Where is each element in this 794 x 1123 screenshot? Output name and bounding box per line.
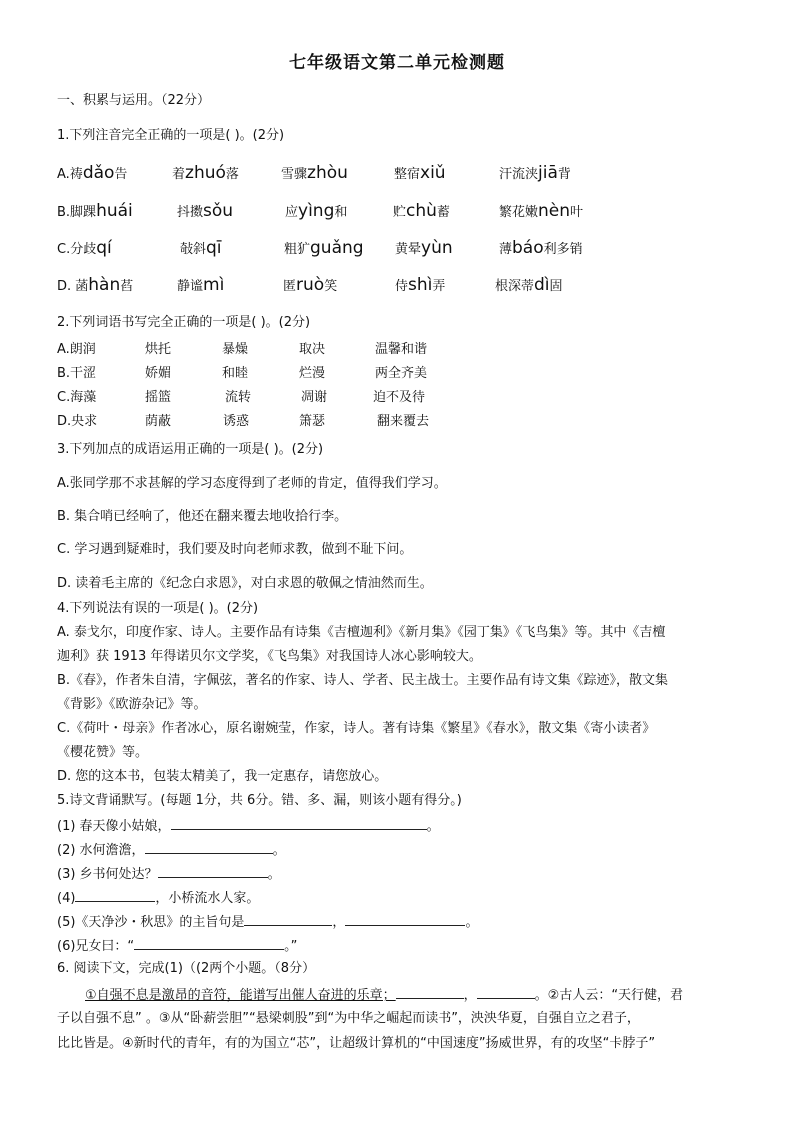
question-3-stem: 3.下列加点的成语运用正确的一项是( )。(2分) — [57, 442, 324, 457]
q4-line: A. 泰戈尔，印度作家、诗人。主要作品有诗集《吉檀迦利》《新月集》《园丁集》《飞鸟集》等。其中《吉檀 — [57, 625, 666, 640]
pinyin-item: 薄báo利多销 — [499, 238, 583, 258]
q3-option-b: B. 集合哨已经响了，他还在翻来覆去地收拾行李。 — [57, 509, 348, 524]
question-4-stem: 4.下列说法有误的一项是( )。(2分) — [57, 601, 259, 616]
pinyin-item: 敧斜qī — [180, 238, 222, 258]
pinyin-item: 应yìng和 — [285, 201, 348, 221]
q5-item-3: (3) 乡书何处达？ 。 — [57, 864, 281, 884]
section-heading: 一、积累与运用。（22分） — [57, 93, 211, 108]
q3-option-a: A.张同学那不求甚解的学习态度得到了老师的肯定，值得我们学习。 — [57, 476, 447, 491]
q3-option-d: D. 读着毛主席的《纪念白求恩》，对白求恩的敬佩之情油然而生。 — [57, 576, 433, 591]
q4-line: C.《荷叶・母亲》作者冰心，原名谢婉莹，作家，诗人。著有诗集《繁星》《春水》，散文集《寄小读者》 — [57, 721, 656, 736]
answer-blank[interactable] — [134, 936, 284, 950]
answer-blank[interactable] — [244, 912, 332, 926]
q4-line: 《樱花赞》等。 — [57, 745, 149, 760]
pinyin-item: 雪骤zhòu — [281, 163, 348, 183]
q4-line: 迦利》获 1913 年得诺贝尔文学奖，《飞鸟集》对我国诗人冰心影响较大。 — [57, 649, 482, 664]
q5-item-4: (4) ，小桥流水人家。 — [57, 888, 259, 908]
answer-blank[interactable] — [396, 985, 464, 999]
pinyin-item: 静谧mì — [177, 275, 225, 295]
answer-blank[interactable] — [171, 816, 427, 830]
pinyin-item: 贮chù蓄 — [393, 201, 450, 221]
pinyin-item: 抖擞sǒu — [177, 201, 234, 221]
q5-item-1: (1) 春天像小姑娘， 。 — [57, 816, 440, 836]
q6-passage-line-1: ①自强不息是激昂的音符，能谱写出催人奋进的乐章； ， 。②古人云：“天行健，君 — [85, 985, 683, 1005]
pinyin-item: D. 菡hàn萏 — [57, 275, 134, 295]
q4-line: 《背影》《欧游杂记》等。 — [57, 697, 207, 712]
pinyin-item: A.祷dǎo告 — [57, 163, 128, 183]
pinyin-item: 整宿xiǔ — [394, 163, 446, 183]
answer-blank[interactable] — [145, 840, 273, 854]
q6-passage-line-2: 子以自强不息” 。③从“卧薪尝胆”“悬梁刺股”到“为中华之崛起而读书”，泱泱华夏，自强自立之君子， — [57, 1011, 640, 1026]
q6-passage-line-3: 比比皆是。④新时代的青年，有的为国立“芯”，让超级计算机的“中国速度”扬威世界，有的攻坚“卡脖子” — [57, 1036, 656, 1051]
question-6-stem: 6. 阅读下文，完成(1)（(2两个小题。（8分） — [57, 961, 316, 976]
pinyin-item: 繁花嫩nèn叶 — [499, 201, 584, 221]
question-2-stem: 2.下列词语书写完全正确的一项是( )。(2分) — [57, 315, 311, 330]
pinyin-item: 匿ruò笑 — [283, 275, 338, 295]
pinyin-item: C.分歧qí — [57, 238, 112, 258]
question-1-stem: 1.下列注音完全正确的一项是( )。(2分) — [57, 128, 285, 143]
page-title: 七年级语文第二单元检测题 — [289, 53, 505, 73]
q4-line: B.《春》，作者朱自清，字佩弦，著名的作家、诗人、学者、民主战士。主要作品有诗文集《踪迹》，散文集 — [57, 673, 669, 688]
pinyin-item: B.脚踝huái — [57, 201, 133, 221]
answer-blank[interactable] — [345, 912, 465, 926]
q5-item-5: (5)《天净沙・秋思》的主旨句是 ， 。 — [57, 912, 478, 932]
q3-option-c: C. 学习遇到疑难时，我们要及时向老师求教，做到不耻下问。 — [57, 542, 413, 557]
q5-item-2: (2) 水何澹澹， 。 — [57, 840, 286, 860]
pinyin-item: 黄晕yùn — [395, 238, 453, 258]
pinyin-item: 粗犷guǎng — [284, 238, 364, 258]
answer-blank[interactable] — [75, 888, 155, 902]
answer-blank[interactable] — [477, 985, 535, 999]
pinyin-item: 汗流浃jiā背 — [499, 163, 571, 183]
answer-blank[interactable] — [158, 864, 268, 878]
pinyin-item: 侍shì弄 — [395, 275, 446, 295]
exam-page: 七年级语文第二单元检测题 一、积累与运用。（22分） 1.下列注音完全正确的一项是( )。(2分) A.祷dǎo告 着zhuó落 雪骤zhòu 整宿xiǔ 汗流浃jiā背 B.脚踝huái 抖擞sǒu 应yìng和 贮chù蓄 繁花嫩nèn叶 C.分歧qí 敧斜qī 粗犷guǎng 黄晕yùn 薄báo利多销 D. 菡hàn萏 静谧mì 匿ruò笑 侍shì弄 根深蒂dì固 2.下列词语书写完全正确的一项是( )。(2分) A.朗润 烘托 暴燥 取决 温馨和谐 B.干涩 娇媚 和睦 烂漫 两全齐美 C.海藻 摇篮 流转 凋谢 迫不及待 D.央求 荫蔽 诱惑 箫瑟 翻来覆去 3.下列加点的成语运用正确的一项是( )。(2分) A.张同学那不求甚解的学习态度得到了老师的肯定，值得我们学习。 B. 集合哨已经响了，他还在翻来覆去地收拾行李。 C. 学习遇到疑难时，我们要及时向老师求教，做到不耻下问。 D. 读着毛主席的《纪念白求恩》，对白求恩的敬佩之情油然而生。 4.下列说法有误的一项是( )。(2分) A. 泰戈尔，印度作家、诗人。主要作品有诗集《吉檀迦利》《新月集》《园丁集》《飞鸟集》等。其中《吉檀 迦利》获 1913 年得诺贝尔文学奖，《飞鸟集》对我国诗人冰心影响较大。 B.《春》，作者朱自清，字佩弦，著名的作家、诗人、学者、民主战士。主要作品有诗文集《踪迹》，散文集 《背影》《欧游杂记》等。 C.《荷叶・母亲》作者冰心，原名谢婉莹，作家，诗人。著有诗集《繁星》《春水》，散文集《寄小读者》 《樱花赞》等。 D. 您的这本书，包装太精美了，我一定惠存，请您放心。 5.诗文背诵默写。(每题 1分，共 6分。错、多、漏，则该小题有得分。) (1) 春天像小姑娘， 。 (2) 水何澹澹， 。 (3) 乡书何处达？ 。 (4) ，小桥流水人家。 (5)《天净沙・秋思》的主旨句是 ， 。 (6)兄女曰：“ 。” 6. 阅读下文，完成(1)（(2两个小题。（8分） ①自强不息是激昂的音符，能谱写出催人奋进的乐章； ， 。②古人云：“天行健，君 子以自强不息” 。③从“卧薪尝胆”“悬梁刺股”到“为中华之崛起而读书”，泱泱华夏，自强自立之君子， 比比皆是。④新时代的青年，有的为国立“芯”，让超级计算机的“中国速度”扬威世界，有的攻坚“卡脖子” — [0, 0, 794, 1123]
q5-item-6: (6)兄女曰：“ 。” — [57, 936, 297, 956]
pinyin-item: 根深蒂dì固 — [495, 275, 563, 295]
question-5-stem: 5.诗文背诵默写。(每题 1分，共 6分。错、多、漏，则该小题有得分。) — [57, 793, 462, 808]
pinyin-item: 着zhuó落 — [172, 163, 239, 183]
q4-line: D. 您的这本书，包装太精美了，我一定惠存，请您放心。 — [57, 769, 388, 784]
